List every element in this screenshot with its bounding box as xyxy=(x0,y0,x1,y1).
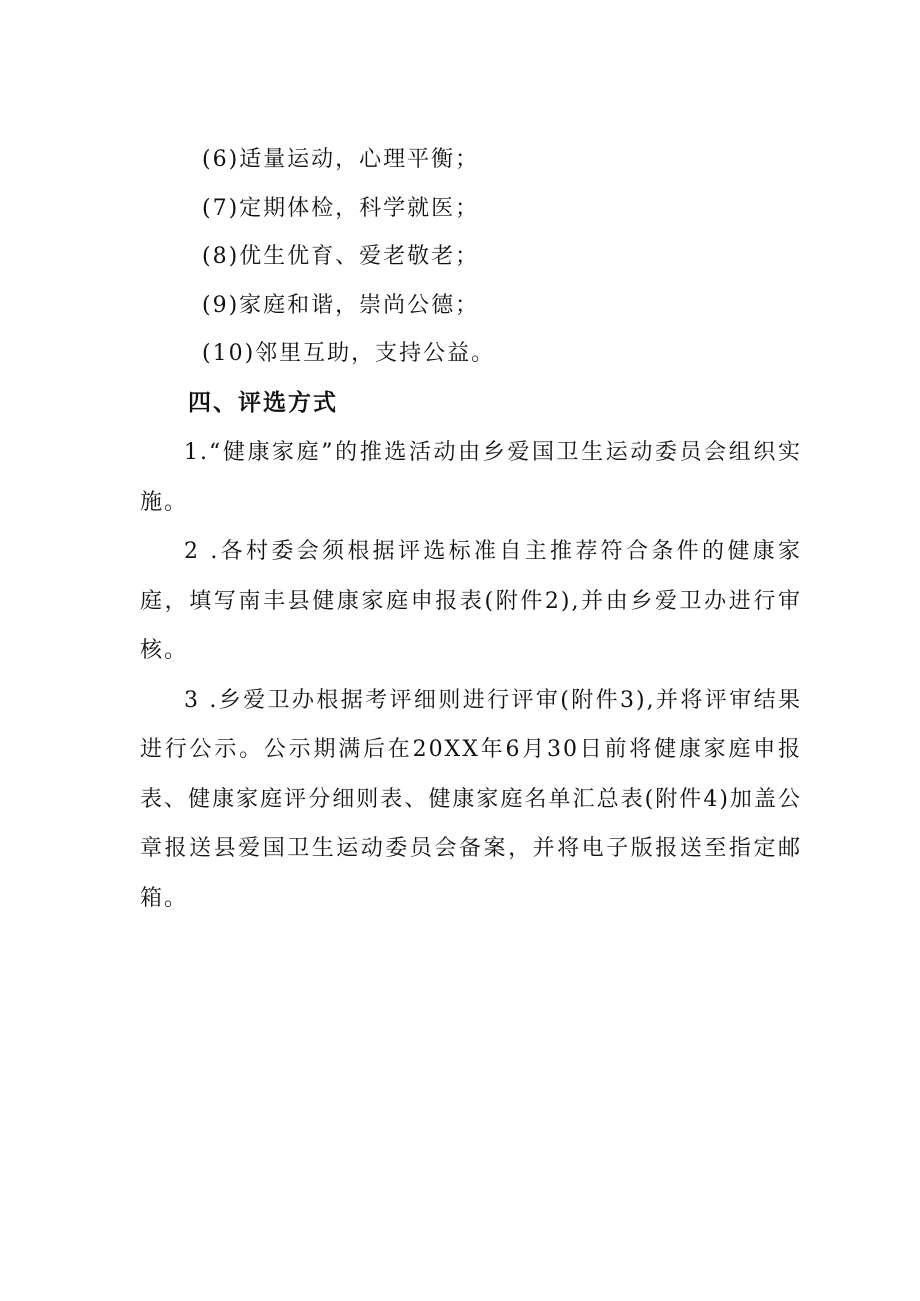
criteria-item-10: (10)邻里互助，支持公益。 xyxy=(202,341,496,366)
section-body xyxy=(140,428,802,923)
criteria-item-8: (8)优生优育、爱老敬老； xyxy=(202,244,480,269)
criteria-item-9: (9)家庭和谐，崇尚公德； xyxy=(202,292,480,318)
criteria-item-7: (7)定期体检，科学就医； xyxy=(202,195,480,221)
paragraph-2: 2 .各村委会须根据评选标准自主推荐符合条件的健康家庭，填写南丰县健康家庭申报表(附件2),并由乡爱卫办进行审核。 xyxy=(140,539,802,663)
criteria-list xyxy=(202,136,802,379)
criteria-item-6: (6)适量运动，心理平衡； xyxy=(202,147,480,172)
paragraph-1: 1.“健康家庭”的推选活动由乡爱国卫生运动委员会组织实施。 xyxy=(140,440,802,515)
paragraph-3: 3 .乡爱卫办根据考评细则进行评审(附件3),并将评审结果进行公示。公示期满后在20XX年6月30日前将健康家庭申报表、健康家庭评分细则表、健康家庭名单汇总表(附件4)加盖公章报送县爱国卫生运动委员会备案，并将电子版报送至指定邮箱。 xyxy=(140,687,802,911)
section-heading: 四、评选方式 xyxy=(188,390,338,416)
